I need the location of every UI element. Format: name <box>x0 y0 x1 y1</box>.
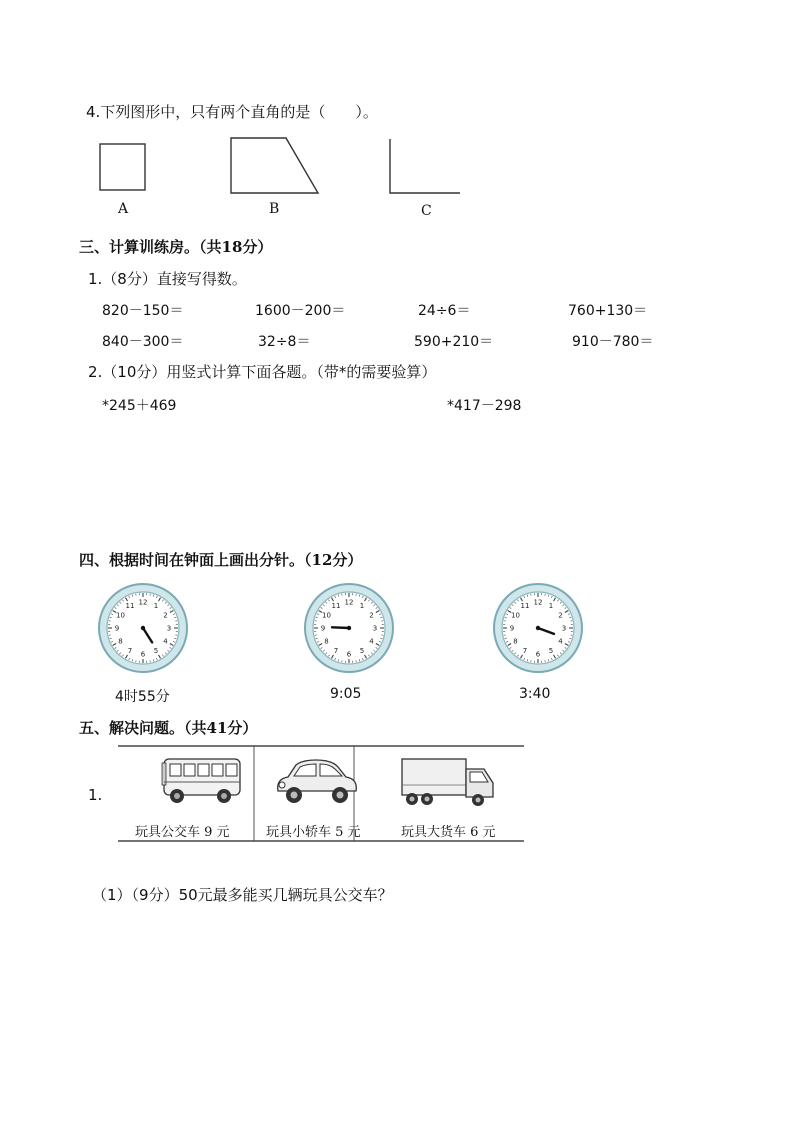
clock-number: 4 <box>369 637 374 646</box>
option-c-label: C <box>421 203 432 219</box>
clock-number: 6 <box>140 650 146 659</box>
clock-time-label: 9:05 <box>330 686 362 702</box>
section-4-title: 四、根据时间在钟面上画出分针。（12分） <box>79 551 363 569</box>
option-a-label: A <box>118 201 129 217</box>
clock-center-pin <box>536 626 540 630</box>
calc-item: 590+210＝ <box>414 334 494 350</box>
calc-item: 840－300＝ <box>102 334 184 350</box>
clock-number: 2 <box>558 611 563 620</box>
clock-number: 3 <box>166 624 172 633</box>
calc-item: 820－150＝ <box>102 303 184 319</box>
calc-item: 910－780＝ <box>572 334 654 350</box>
vertical-calc-item: *245＋469 <box>102 398 177 414</box>
question-4-text: 4.下列图形中，只有两个直角的是（ ）。 <box>86 103 378 121</box>
clock-number: 1 <box>548 601 554 610</box>
calc-item: 32÷8＝ <box>258 334 311 350</box>
vertical-calc-item: *417－298 <box>447 398 522 414</box>
toy-price-caption: 玩具小轿车 5 元 <box>266 825 361 840</box>
option-b-trapezoid <box>228 136 323 198</box>
clock-number: 12 <box>138 598 148 607</box>
calc-item: 24÷6＝ <box>418 303 471 319</box>
clock-number: 11 <box>125 601 135 610</box>
clock-number: 9 <box>509 624 515 633</box>
clock-number: 7 <box>522 647 528 656</box>
calc-item: 1600－200＝ <box>255 303 346 319</box>
clock-number: 10 <box>322 611 331 620</box>
clock-number: 12 <box>344 598 354 607</box>
clock-number: 5 <box>548 647 554 656</box>
clock-number: 6 <box>535 650 541 659</box>
clock-number: 6 <box>346 650 352 659</box>
clock-number: 8 <box>324 637 329 646</box>
option-a-square <box>98 142 148 194</box>
clock-number: 7 <box>127 647 133 656</box>
option-c-right-angle <box>387 137 465 197</box>
clock-number: 8 <box>513 637 518 646</box>
clock-center-pin <box>347 626 351 630</box>
calc-item: 760+130＝ <box>568 303 648 319</box>
option-b-label: B <box>269 201 280 217</box>
clock-number: 5 <box>359 647 365 656</box>
clock-number: 5 <box>153 647 159 656</box>
section-5-sub1-text: （1）（9分）50元最多能买几辆玩具公交车？ <box>92 886 393 904</box>
clock-number: 10 <box>116 611 125 620</box>
clock-number: 2 <box>163 611 168 620</box>
clock-center-pin <box>141 626 145 630</box>
clock-number: 10 <box>511 611 520 620</box>
clock-number: 7 <box>333 647 339 656</box>
clock-time-label: 4时55分 <box>115 689 170 705</box>
clock-number: 1 <box>359 601 365 610</box>
clock-number: 11 <box>331 601 341 610</box>
hour-hand <box>332 627 349 628</box>
clock-time-label: 3:40 <box>519 686 551 702</box>
clock-number: 3 <box>561 624 567 633</box>
clock-number: 9 <box>320 624 326 633</box>
clock-number: 11 <box>520 601 530 610</box>
clock-number: 4 <box>163 637 168 646</box>
clock-number: 1 <box>153 601 159 610</box>
clock-number: 12 <box>533 598 543 607</box>
section-5-title: 五、解决问题。（共41分） <box>79 719 258 737</box>
section-3-q2-text: 2.（10分）用竖式计算下面各题。（带*的需要验算） <box>88 363 437 381</box>
clock-number: 4 <box>558 637 563 646</box>
clock-face-2[interactable] <box>303 582 395 674</box>
car-icon <box>272 757 362 809</box>
clock-face-3[interactable] <box>492 582 584 674</box>
section-3-q1-text: 1.（8分）直接写得数。 <box>88 270 247 288</box>
clock-number: 8 <box>118 637 123 646</box>
truck-icon <box>400 755 498 811</box>
toy-price-caption: 玩具公交车 9 元 <box>135 825 230 840</box>
section-5-q1-number: 1. <box>88 786 103 804</box>
clock-number: 9 <box>114 624 120 633</box>
clock-number: 3 <box>372 624 378 633</box>
toy-price-caption: 玩具大货车 6 元 <box>401 825 496 840</box>
clock-face-1[interactable] <box>97 582 189 674</box>
clock-number: 2 <box>369 611 374 620</box>
bus-icon <box>160 755 246 805</box>
section-3-title: 三、计算训练房。（共18分） <box>79 238 273 256</box>
